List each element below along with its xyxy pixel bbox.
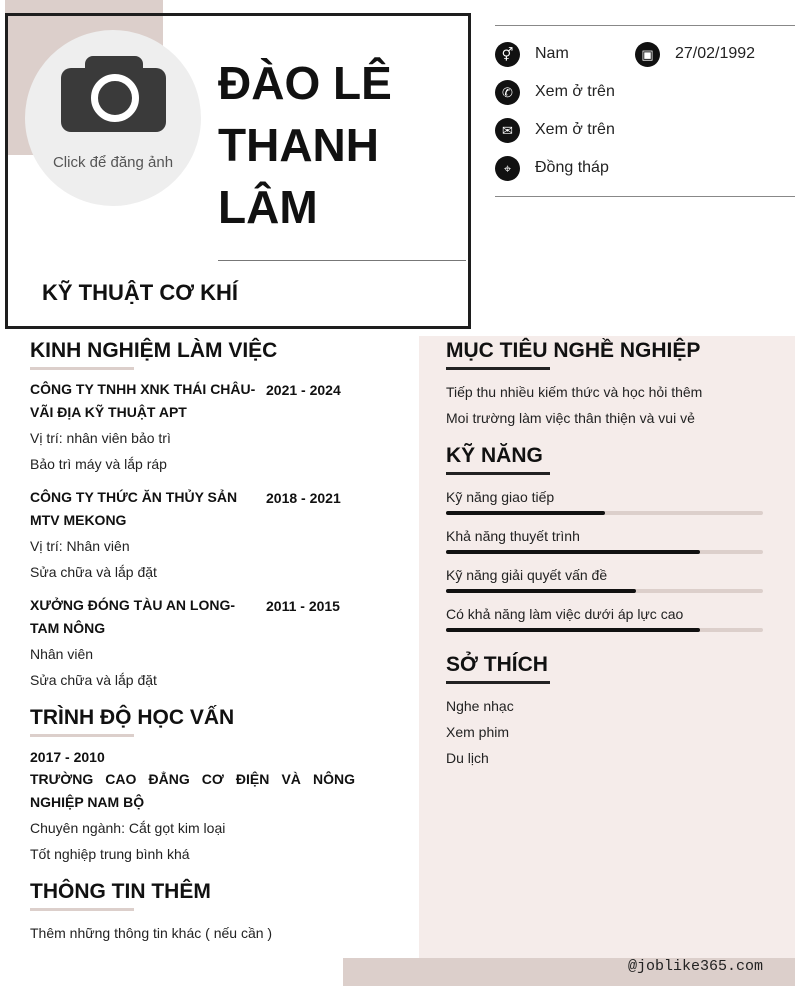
extra-info-title: THÔNG TIN THÊM [30,880,211,903]
experience-period: 2018 - 2021 [266,490,341,506]
education-major: Chuyên ngành: Cắt gọt kim loại [30,820,226,836]
skill-bar-track [446,550,763,554]
experience-position: Vị trí: nhân viên bảo trì [30,430,171,446]
hobbies-underline [446,681,550,684]
objective-underline [446,367,550,370]
name-line: ĐÀO LÊ [218,57,392,109]
skill-name: Kỹ năng giao tiếp [446,489,555,505]
footer-watermark: @joblike365.com [628,958,764,975]
experience-company: XƯỞNG ĐÓNG TÀU AN LONG-TAM NÔNG [30,597,236,636]
calendar-icon: ▣ [635,42,660,67]
experience-period: 2021 - 2024 [266,382,341,398]
skill-bar-fill [446,511,605,515]
name-line: LÂM [218,181,318,233]
contact-top-rule [495,25,795,26]
skill-bar-track [446,511,763,515]
experience-company: CÔNG TY TNHH XNK THÁI CHÂU-VÃI ĐỊA KỸ THUẬT APT [30,381,256,420]
skill-name: Có khả năng làm việc dưới áp lực cao [446,606,684,622]
gender-icon: ⚥ [495,42,520,67]
contact-birthday: 27/02/1992 [675,45,756,62]
contact-gender: Nam [535,45,569,62]
right-column-panel [419,336,795,958]
objective-line: Tiếp thu nhiều kiếm thức và học hỏi thêm [446,384,703,400]
education-grade: Tốt nghiệp trung bình khá [30,846,190,862]
experience-company: CÔNG TY THỨC ĂN THỦY SẢN MTV MEKONG [30,489,238,528]
skill-bar-fill [446,550,700,554]
camera-lens-icon [91,74,139,122]
education-school: TRƯỜNG CAO ĐẲNG CƠ ĐIỆN VÀ NÔNG NGHIỆP NAM BỘ [30,771,355,810]
contact-phone: Xem ở trên [535,83,615,100]
contact-email: Xem ở trên [535,121,615,138]
name-line: THANH [218,119,379,171]
experience-position: Vị trí: Nhân viên [30,538,130,554]
skills-title: KỸ NĂNG [446,444,543,467]
job-title: KỸ THUẬT CƠ KHÍ [42,280,238,305]
hobby-item: Du lịch [446,750,489,766]
skill-name: Khả năng thuyết trình [446,528,580,544]
experience-position: Nhân viên [30,646,94,662]
objective-line: Moi trường làm việc thân thiện và vui vẻ [446,410,695,426]
experience-underline [30,367,134,370]
extra-info-underline [30,908,134,911]
skill-name: Kỹ năng giải quyết vấn đề [446,567,608,583]
contact-bottom-rule [495,196,795,197]
hobby-item: Xem phim [446,724,510,740]
skill-bar-fill [446,628,700,632]
objective-title: MỤC TIÊU NGHỀ NGHIỆP [446,339,701,362]
experience-period: 2011 - 2015 [266,598,340,614]
mail-icon: ✉ [495,118,520,143]
education-title: TRÌNH ĐỘ HỌC VẤN [30,706,235,729]
extra-info-text: Thêm những thông tin khác ( nếu cần ) [30,925,273,941]
skills-underline [446,472,550,475]
experience-description: Bảo trì máy và lắp ráp [30,456,167,472]
hobbies-title: SỞ THÍCH [446,653,548,676]
name-divider [218,260,466,261]
hobby-item: Nghe nhạc [446,698,514,714]
experience-description: Sửa chữa và lắp đặt [30,672,157,688]
experience-title: KINH NGHIỆM LÀM VIỆC [30,339,278,362]
full-name [218,52,458,238]
contact-address: Đồng tháp [535,159,609,176]
skill-bar-fill [446,589,636,593]
skill-bar-track [446,589,763,593]
experience-description: Sửa chữa và lắp đặt [30,564,157,580]
location-icon: ⌖ [495,156,520,181]
skill-bar-track [446,628,763,632]
phone-icon: ✆ [495,80,520,105]
photo-caption: Click để đăng ảnh [52,154,174,171]
education-period: 2017 - 2010 [30,749,105,765]
profile-photo-placeholder[interactable] [25,30,201,206]
education-underline [30,734,134,737]
